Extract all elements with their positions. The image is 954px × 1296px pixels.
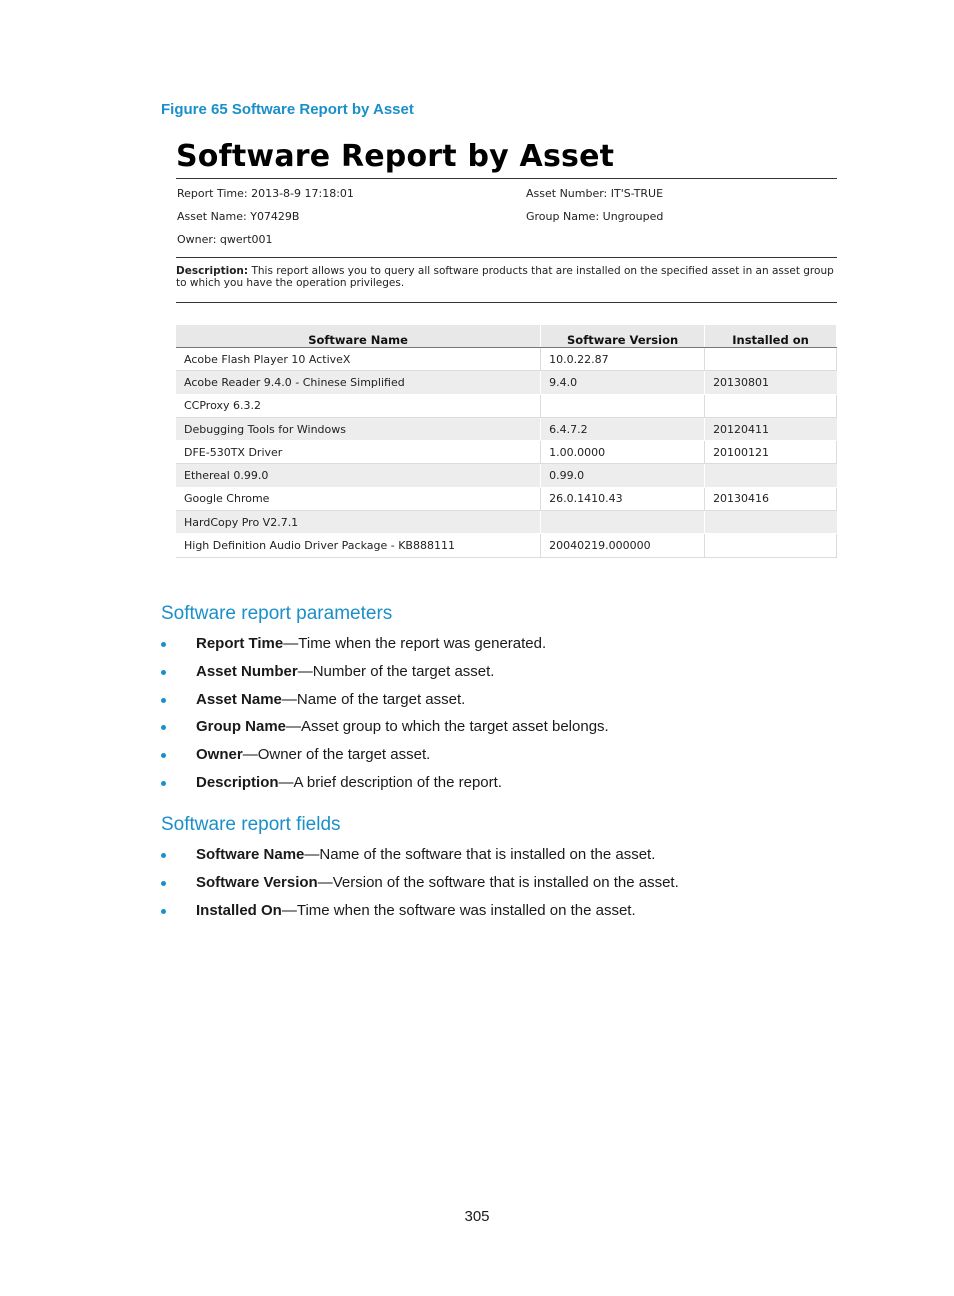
cell-installed-on bbox=[705, 464, 837, 487]
cell-software-version: 20040219.000000 bbox=[541, 534, 705, 557]
table-row bbox=[176, 464, 837, 487]
table-row bbox=[176, 371, 837, 394]
cell-software-version: 0.99.0 bbox=[541, 464, 705, 487]
report-title: Software Report by Asset bbox=[176, 139, 615, 174]
cell-installed-on: 20100121 bbox=[705, 441, 837, 464]
term: Group Name bbox=[196, 718, 287, 736]
bullet-icon bbox=[161, 670, 166, 675]
cell-software-version: 9.4.0 bbox=[541, 371, 705, 394]
term: Software Version bbox=[196, 873, 318, 891]
parameters-list bbox=[161, 630, 609, 797]
list-item bbox=[161, 897, 679, 925]
divider bbox=[176, 302, 837, 303]
asset-number: Asset Number: IT'S-TRUE bbox=[526, 187, 664, 200]
asset-name: Asset Name: Y07429B bbox=[177, 210, 300, 223]
term: Installed On bbox=[196, 901, 282, 919]
list-item bbox=[161, 741, 609, 769]
cell-software-name: Google Chrome bbox=[176, 487, 541, 510]
bullet-icon bbox=[161, 909, 166, 914]
cell-installed-on: 20130416 bbox=[705, 487, 837, 510]
bullet-icon bbox=[161, 881, 166, 886]
software-table bbox=[176, 325, 837, 558]
list-item bbox=[161, 869, 679, 897]
column-header-software-name: Software Name bbox=[176, 325, 541, 348]
term: Owner bbox=[196, 746, 243, 764]
term: Software Name bbox=[196, 846, 305, 863]
list-item bbox=[161, 713, 609, 741]
cell-installed-on bbox=[705, 394, 837, 417]
definition: —Name of the software that is installed on the asset. bbox=[304, 846, 656, 863]
cell-installed-on: 20120411 bbox=[705, 417, 837, 440]
cell-software-version: 6.4.7.2 bbox=[541, 417, 705, 440]
report-panel bbox=[176, 138, 837, 303]
report-meta bbox=[176, 179, 837, 257]
cell-software-version bbox=[541, 394, 705, 417]
bullet-icon bbox=[161, 642, 166, 647]
bullet-icon bbox=[161, 781, 166, 786]
cell-installed-on bbox=[705, 534, 837, 557]
cell-software-version bbox=[541, 511, 705, 534]
cell-software-name: Acobe Reader 9.4.0 - Chinese Simplified bbox=[176, 371, 541, 394]
list-item bbox=[161, 841, 679, 869]
table-header-row bbox=[176, 325, 837, 348]
table-row bbox=[176, 534, 837, 557]
section-heading-fields: Software report fields bbox=[161, 814, 341, 835]
bullet-icon bbox=[161, 725, 166, 730]
cell-installed-on: 20130801 bbox=[705, 371, 837, 394]
cell-software-version: 1.00.0000 bbox=[541, 441, 705, 464]
definition: —Number of the target asset. bbox=[297, 662, 495, 680]
bullet-icon bbox=[161, 753, 166, 758]
term: Asset Number bbox=[196, 662, 298, 680]
description-label: Description: bbox=[176, 265, 249, 277]
bullet-icon bbox=[161, 698, 166, 703]
definition: —Time when the report was generated. bbox=[283, 635, 547, 652]
page-number: 305 bbox=[464, 1208, 490, 1225]
table-row bbox=[176, 511, 837, 534]
table-row bbox=[176, 348, 837, 371]
list-item bbox=[161, 686, 609, 714]
definition: —Owner of the target asset. bbox=[242, 746, 431, 764]
report-description bbox=[176, 258, 837, 302]
cell-software-name: DFE-530TX Driver bbox=[176, 441, 541, 464]
cell-software-name: Ethereal 0.99.0 bbox=[176, 464, 541, 487]
fields-list bbox=[161, 841, 679, 924]
column-header-software-version: Software Version bbox=[541, 325, 705, 348]
figure-caption: Figure 65 Software Report by Asset bbox=[161, 101, 414, 118]
list-item bbox=[161, 658, 609, 686]
cell-installed-on bbox=[705, 511, 837, 534]
column-header-installed-on: Installed on bbox=[705, 325, 837, 348]
group-name: Group Name: Ungrouped bbox=[526, 210, 664, 223]
section-heading-parameters: Software report parameters bbox=[161, 603, 393, 624]
cell-software-name: Acobe Flash Player 10 ActiveX bbox=[176, 348, 541, 371]
definition: —Version of the software that is installed on the asset. bbox=[317, 873, 679, 891]
definition: —Name of the target asset. bbox=[281, 690, 466, 708]
cell-software-name: High Definition Audio Driver Package - KB888111 bbox=[176, 534, 541, 557]
cell-software-name: HardCopy Pro V2.7.1 bbox=[176, 511, 541, 534]
cell-software-name: CCProxy 6.3.2 bbox=[176, 394, 541, 417]
list-item bbox=[161, 630, 609, 658]
report-time: Report Time: 2013-8-9 17:18:01 bbox=[177, 187, 354, 200]
list-item bbox=[161, 769, 609, 797]
owner: Owner: qwert001 bbox=[177, 233, 273, 246]
definition: —Asset group to which the target asset belongs. bbox=[286, 718, 609, 736]
table-row bbox=[176, 394, 837, 417]
table-row bbox=[176, 441, 837, 464]
bullet-icon bbox=[161, 853, 166, 858]
cell-installed-on bbox=[705, 348, 837, 371]
term: Description bbox=[196, 773, 279, 791]
cell-software-name: Debugging Tools for Windows bbox=[176, 417, 541, 440]
cell-software-version: 26.0.1410.43 bbox=[541, 487, 705, 510]
table-row bbox=[176, 487, 837, 510]
cell-software-version: 10.0.22.87 bbox=[541, 348, 705, 371]
definition: —A brief description of the report. bbox=[278, 773, 502, 791]
term: Asset Name bbox=[196, 690, 282, 708]
description-text: This report allows you to query all software products that are installed on the specified asset in an asset group to which you have the operation privileges. bbox=[176, 265, 834, 289]
definition: —Time when the software was installed on the asset. bbox=[281, 901, 636, 919]
table-row bbox=[176, 417, 837, 440]
term: Report Time bbox=[196, 635, 284, 652]
